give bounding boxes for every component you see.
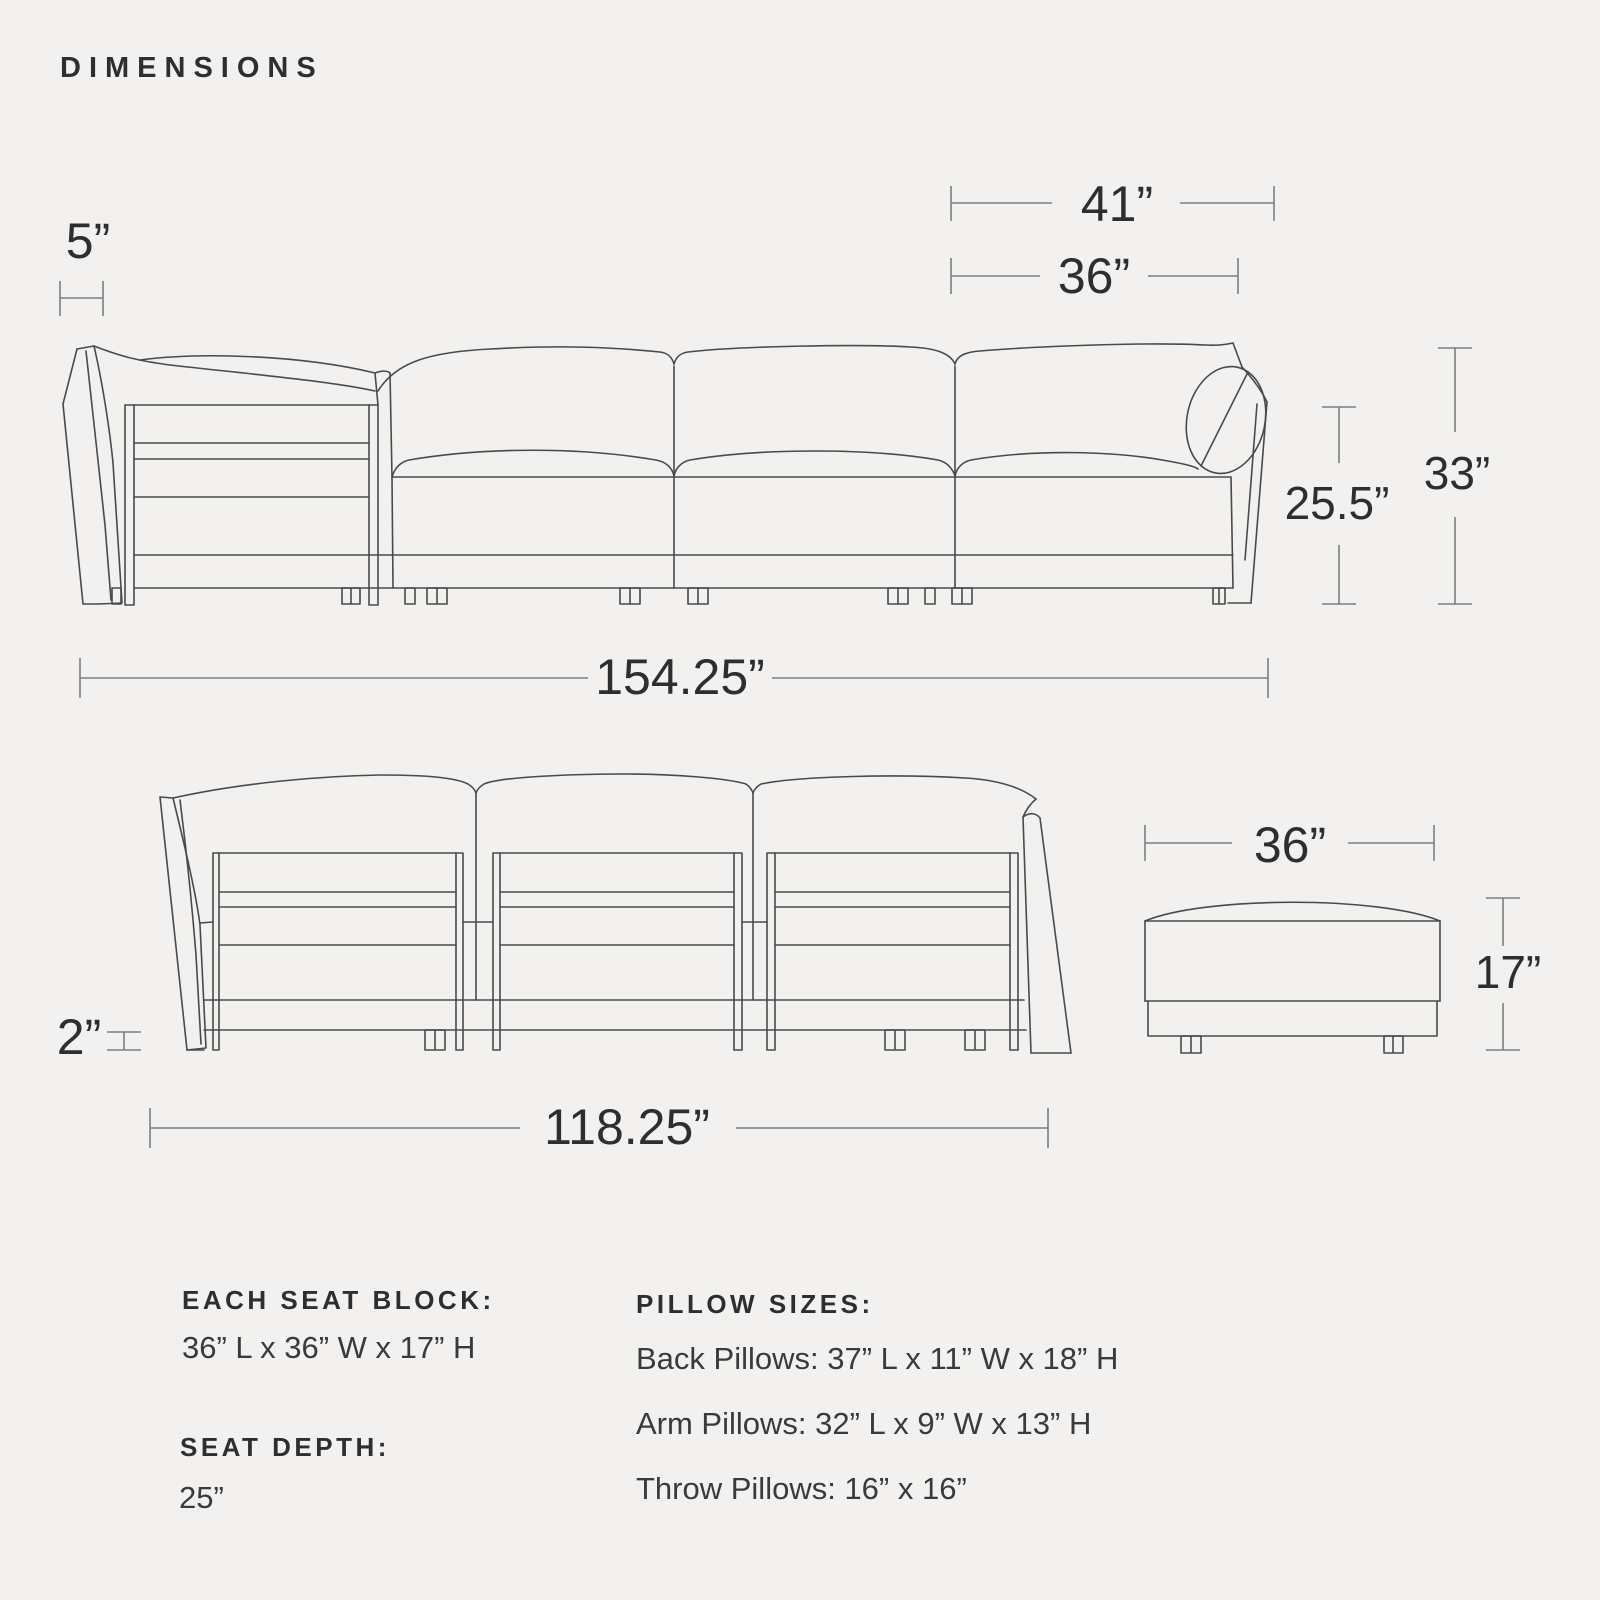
seat-depth-heading: SEAT DEPTH: [180, 1432, 390, 1462]
seat-depth-value: 25” [179, 1480, 224, 1515]
dim-label-back-depth: 5” [65, 213, 111, 269]
dimension-lines [60, 186, 1520, 1148]
dim-label-overall-height: 33” [1423, 447, 1491, 499]
ottoman-drawing [1145, 902, 1440, 1053]
seat-block-value: 36” L x 36” W x 17” H [182, 1330, 476, 1365]
pillow-sizes-heading: PILLOW SIZES: [636, 1289, 874, 1319]
dim-label-back-total-width: 118.25” [544, 1099, 710, 1155]
pillow-arm-line: Arm Pillows: 32” L x 9” W x 13” H [636, 1406, 1092, 1441]
pillow-back-line: Back Pillows: 37” L x 11” W x 18” H [636, 1341, 1119, 1376]
sofa-back-view-drawing [160, 774, 1071, 1053]
pillow-throw-line: Throw Pillows: 16” x 16” [636, 1471, 967, 1506]
dim-label-ottoman-height: 17” [1474, 946, 1542, 998]
dim-label-ottoman-width: 36” [1253, 817, 1327, 873]
page-title: DIMENSIONS [60, 52, 324, 84]
dim-label-seatback-height: 25.5” [1284, 477, 1390, 529]
dim-label-corner-seat-width: 41” [1080, 176, 1154, 232]
seat-block-heading: EACH SEAT BLOCK: [182, 1285, 495, 1315]
sofa-front-view-drawing [63, 343, 1275, 605]
dim-label-front-total-width: 154.25” [595, 649, 765, 705]
dim-label-seat-block-width: 36” [1057, 248, 1131, 304]
dim-label-leg-height: 2” [56, 1009, 102, 1065]
